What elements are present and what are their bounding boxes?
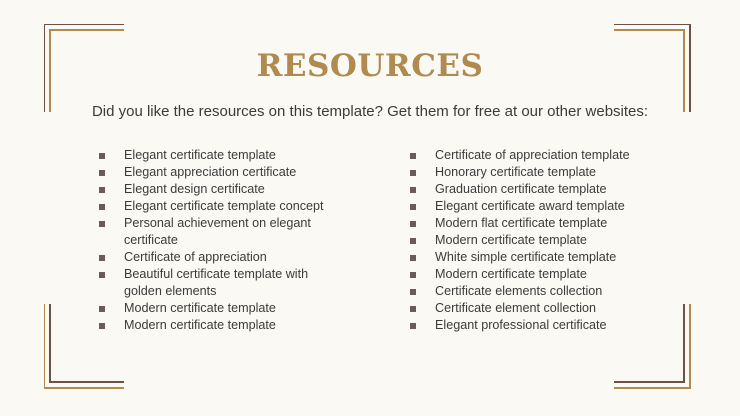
square-bullet-icon — [410, 204, 416, 210]
square-bullet-icon — [99, 323, 105, 329]
square-bullet-icon — [410, 255, 416, 261]
square-bullet-icon — [410, 187, 416, 193]
square-bullet-icon — [99, 170, 105, 176]
list-item — [99, 317, 339, 334]
list-item-label: Certificate element collection — [435, 301, 596, 315]
list-item-label: Beautiful certificate template with golden elements — [124, 267, 309, 298]
list-item — [99, 215, 339, 249]
square-bullet-icon — [99, 187, 105, 193]
square-bullet-icon — [410, 323, 416, 329]
list-item — [410, 283, 660, 300]
list-item-label: Elegant certificate template — [124, 148, 276, 162]
list-item — [410, 317, 660, 334]
list-item-label: Elegant design certificate — [124, 182, 265, 196]
list-item — [99, 198, 339, 215]
list-item — [99, 300, 339, 317]
list-item-label: Modern certificate template — [124, 301, 276, 315]
list-item — [99, 147, 339, 164]
square-bullet-icon — [410, 238, 416, 244]
list-item — [410, 266, 660, 283]
square-bullet-icon — [410, 306, 416, 312]
square-bullet-icon — [99, 255, 105, 261]
list-item — [410, 232, 660, 249]
square-bullet-icon — [410, 170, 416, 176]
list-item — [410, 181, 660, 198]
resource-list-right — [410, 147, 660, 334]
square-bullet-icon — [410, 289, 416, 295]
list-item-label: Elegant appreciation certificate — [124, 165, 297, 179]
list-item-label: Elegant certificate award template — [435, 199, 625, 213]
list-item-label: Modern certificate template — [435, 267, 587, 281]
list-item-label: Honorary certificate template — [435, 165, 596, 179]
square-bullet-icon — [99, 221, 105, 227]
list-item — [410, 198, 660, 215]
list-item — [410, 147, 660, 164]
list-item-label: Certificate elements collection — [435, 284, 603, 298]
list-item-label: Certificate of appreciation template — [435, 148, 630, 162]
list-item — [99, 266, 339, 300]
list-item — [99, 249, 339, 266]
list-item-label: Modern certificate template — [124, 318, 276, 332]
subtitle: Did you like the resources on this template? Get them for free at our other websites: — [91, 103, 649, 120]
list-item — [410, 249, 660, 266]
square-bullet-icon — [99, 153, 105, 159]
list-item-label: Modern certificate template — [435, 233, 587, 247]
list-item-label: Personal achievement on elegant certificate — [124, 216, 311, 247]
list-item-label: Elegant professional certificate — [435, 318, 607, 332]
square-bullet-icon — [99, 272, 105, 278]
list-item-label: White simple certificate template — [435, 250, 617, 264]
square-bullet-icon — [410, 272, 416, 278]
resource-list-left — [99, 147, 339, 334]
list-item — [410, 215, 660, 232]
list-item — [410, 300, 660, 317]
list-item — [410, 164, 660, 181]
list-item — [99, 181, 339, 198]
square-bullet-icon — [410, 221, 416, 227]
list-item-label: Elegant certificate template concept — [124, 199, 324, 213]
list-item-label: Modern flat certificate template — [435, 216, 608, 230]
list-item-label: Graduation certificate template — [435, 182, 607, 196]
square-bullet-icon — [99, 204, 105, 210]
square-bullet-icon — [410, 153, 416, 159]
list-item-label: Certificate of appreciation — [124, 250, 267, 264]
square-bullet-icon — [99, 306, 105, 312]
page-title: RESOURCES — [256, 48, 484, 84]
list-item — [99, 164, 339, 181]
